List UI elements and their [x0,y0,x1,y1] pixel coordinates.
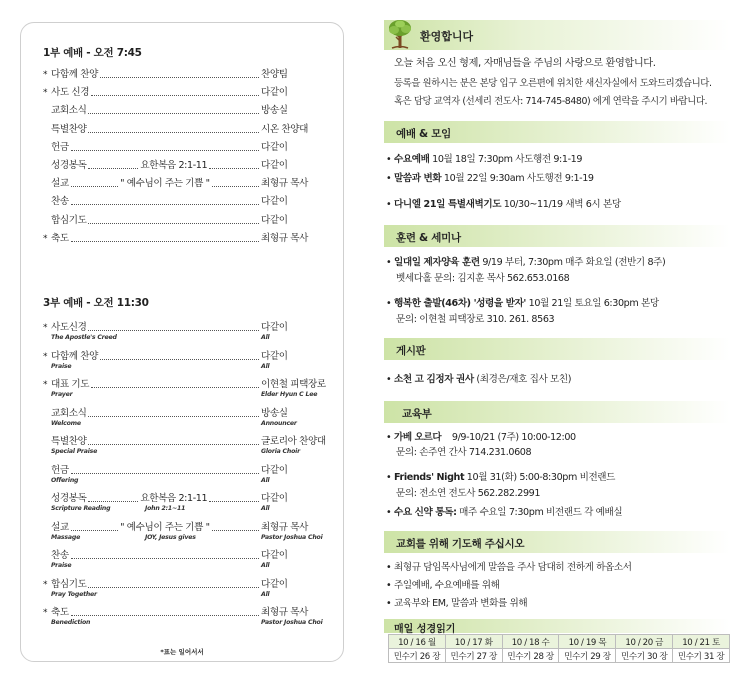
order-item-english: Scripture Reading [51,505,111,512]
training-section-header: 훈련 & 세미나 [384,225,730,247]
order-item-leader: 글로리아 찬양대 [261,436,326,447]
order-item-leader: 다같이 [261,87,288,99]
order-item-label: 다함께 찬양 [51,69,98,80]
order-item-leader: 최형규 목사 [261,607,308,618]
education-item-3: • 수요 신약 통독: 매주 수요일 7:30pm 비전랜드 각 예배실 [386,507,623,518]
order-item-detail: 요한복음 2:1-11 [140,493,208,504]
order-row [43,406,331,420]
order-item-leader-english: All [261,362,270,370]
reading-day: 10 / 17 화 [445,635,502,649]
order-item-leader-english: Pastor Joshua Choi [261,619,323,626]
order-row [43,231,331,245]
order-row-english [51,334,331,344]
order-item-detail: " 예수님이 주는 기쁨 " [120,178,210,190]
order-item-leader: 다같이 [261,160,288,171]
order-item-leader-english: All [261,505,270,512]
order-row-english [51,391,331,401]
leader-dots [88,132,259,133]
reading-day: 10 / 21 토 [673,635,730,649]
order-row [43,520,331,534]
order-item-label: 찬송 [51,550,69,561]
worship-order-panel [20,22,344,662]
order-row-english [51,505,331,515]
order-item-leader: 다같이 [261,464,288,476]
leader-dots [71,530,118,531]
leader-dots [209,501,259,502]
order-item-label: 특별찬양 [51,123,87,135]
order-item-leader: 다같이 [261,214,288,226]
order-item-leader-english: All [261,476,270,484]
worship-section-header: 예배 & 모임 [384,121,730,143]
order-item-label: 대표 기도 [51,379,90,390]
order-item-leader-english: Gloria Choir [261,448,300,455]
leader-dots [71,241,259,242]
order-item-leader-english: All [261,562,270,569]
order-row [43,103,331,117]
worship-item-3: • 다니엘 21일 특별새벽기도 10/30~11/19 새벽 6시 본당 [386,199,621,210]
reading-chapter: 민수기 30 장 [616,649,673,663]
order-item-label: 성경봉독 [51,160,87,171]
order-item-label: 합심기도 [51,578,87,590]
order-item-english: Benediction [51,619,91,626]
order-item-detail-english: JOY, Jesus gives [145,533,196,541]
leader-dots [88,444,259,445]
order-item-english: Special Praise [51,448,98,455]
order-row [43,67,331,81]
order-item-leader: 방송실 [261,105,288,117]
leader-dots [88,416,259,417]
training-item-1-contact: 벳세다홀 문의: 김지훈 목사 562.653.0168 [396,273,570,284]
standing-mark: * [43,233,48,244]
order-item-leader: 다같이 [261,350,288,362]
reading-chapter: 민수기 27 장 [445,649,502,663]
order-item-label: 축도 [51,232,69,244]
order-item-leader: 다같이 [261,196,288,208]
order-item-label: 축도 [51,607,69,618]
education-item-1: • 가베 오르다 9/9-10/21 (7주) 10:00-12:00 [386,432,576,443]
standing-mark: * [43,380,48,390]
order-row-english [51,420,331,430]
order-item-label: 헌금 [51,464,69,476]
order-item-leader: 다같이 [261,141,288,153]
order-item-label: 교회소식 [51,407,87,419]
order-item-english: Offering [51,476,79,484]
education-section-header: 교육부 [384,401,730,423]
leader-dots [209,168,259,169]
order-row [43,158,331,172]
prayer-item-3: • 교육부와 EM, 말씀과 변화를 위해 [386,598,528,609]
reading-day: 10 / 18 수 [502,635,559,649]
reading-chapter: 민수기 29 장 [559,649,616,663]
order-item-english: The Apostle's Creed [51,334,117,341]
training-item-1: • 일대일 제자양육 훈련 9/19 부터, 7:30pm 매주 화요일 (전반기 8주) [386,257,666,268]
leader-dots [71,615,259,616]
reading-chapter: 민수기 26 장 [389,649,446,663]
order-item-label: 설교 [51,521,69,533]
order-row-english [51,448,331,458]
order-item-leader-english: Announcer [261,419,297,427]
leader-dots [88,501,138,502]
leader-dots [71,150,259,151]
order-item-label: 합심기도 [51,214,87,226]
leader-dots [88,168,138,169]
order-row-english [51,534,331,544]
order-item-leader: 찬양팀 [261,69,288,80]
order-row [43,85,331,99]
order-item-leader: 시온 찬양대 [261,123,308,135]
welcome-title: 환영합니다 [420,30,474,43]
order-row [43,605,331,619]
board-item: • 소천 고 김정자 권사 (최경은/재호 집사 모친) [386,374,572,385]
leader-dots [91,387,259,388]
order-row [43,140,331,154]
order-row [43,349,331,363]
leader-dots [100,77,259,78]
order-item-detail-english: John 2:1~11 [145,505,186,512]
reading-day: 10 / 19 목 [559,635,616,649]
order-row [43,577,331,591]
worship-item-1: • 수요예배 10월 18일 7:30pm 사도행전 9:1-19 [386,154,583,165]
welcome-line-2: 등록을 원하시는 분은 본당 입구 오른편에 위치한 새신자실에서 도와드리겠습니다. [394,78,712,89]
prayer-item-1: • 최형규 담임목사님에게 말씀을 주사 담대히 전하게 하옵소서 [386,562,632,573]
prayer-item-2: • 주일예배, 수요예배를 위해 [386,580,500,591]
order-item-leader-english: Elder Hyun C Lee [261,391,318,398]
order-row [43,213,331,227]
order-item-english: Welcome [51,419,81,427]
welcome-line-3: 혹은 담당 교역자 (선세리 전도사: 714-745-8480) 에게 연락을 주시기 바랍니다. [394,96,708,107]
order-item-leader: 다같이 [261,550,288,561]
leader-dots [212,530,259,531]
prayer-section-header: 교회를 위해 기도해 주십시오 [384,531,730,553]
order-row [43,194,331,208]
order-item-english: Prayer [51,391,73,398]
order-item-leader: 다같이 [261,322,288,333]
leader-dots [212,186,259,187]
reading-chapter: 민수기 28 장 [502,649,559,663]
service3-title: 3부 예배 - 오전 11:30 [43,297,149,309]
education-item-2-contact: 문의: 전소연 전도사 562.282.2991 [396,488,541,499]
order-item-english: Massage [51,533,81,541]
order-item-leader: 최형규 목사 [261,521,309,533]
training-item-2-contact: 문의: 이현철 피택장로 310. 261. 8563 [396,314,555,325]
order-item-label: 사도 신경 [51,87,90,99]
leader-dots [88,330,259,331]
reading-table [388,634,730,663]
order-item-leader-english: All [261,334,270,341]
worship-item-2: • 말씀과 변화 10월 22일 9:30am 사도행전 9:1-19 [386,173,594,184]
order-item-english: Praise [51,362,72,370]
training-item-2: • 행복한 출발(46차) '성령을 받자' 10월 21일 토요일 6:30pm 본당 [386,298,659,309]
leader-dots [71,558,259,559]
order-item-leader-english: All [261,590,270,598]
order-item-english: Pray Together [51,590,97,598]
order-item-label: 사도신경 [51,322,87,333]
order-row-english [51,363,331,373]
order-row [43,122,331,136]
standing-mark: * [43,579,48,590]
order-item-english: Praise [51,562,72,569]
order-row [43,434,331,448]
order-item-leader: 이현철 피택장로 [261,379,326,390]
order-row-english [51,477,331,487]
standing-mark: * [43,88,48,99]
education-item-1-contact: 문의: 손주연 간사 714.231.0608 [396,447,532,458]
order-item-label: 헌금 [51,141,69,153]
reading-section-header: 매일 성경읽기 [384,619,730,633]
standing-mark: * [43,323,48,333]
order-item-leader: 최형규 목사 [261,178,309,190]
standing-mark: * [43,70,48,80]
order-item-leader: 최형규 목사 [261,232,308,244]
tree-icon [386,18,414,50]
leader-dots [88,587,259,588]
order-row [43,320,331,334]
leader-dots [91,95,259,96]
leader-dots [88,113,259,114]
order-row-english [51,562,331,572]
leader-dots [71,186,118,187]
order-item-label: 찬송 [51,196,69,208]
order-item-leader: 방송실 [261,407,288,419]
board-section-header: 게시판 [384,338,730,360]
order-item-label: 교회소식 [51,105,87,117]
reading-day: 10 / 16 월 [389,635,446,649]
order-item-detail: 요한복음 2:1-11 [140,160,208,171]
order-item-leader: 다같이 [261,493,288,504]
order-row [43,377,331,391]
order-row [43,463,331,477]
leader-dots [88,223,259,224]
order-row [43,491,331,505]
service1-title: 1부 예배 - 오전 7:45 [43,47,142,59]
standing-mark: * [43,608,48,618]
order-item-label: 성경봉독 [51,493,87,504]
order-item-detail: " 예수님이 주는 기쁨 " [120,521,210,533]
welcome-line-1: 오늘 처음 오신 형제, 자매님들을 주님의 사랑으로 환영합니다. [394,58,656,69]
leader-dots [71,473,259,474]
order-row-english [51,591,331,601]
order-row [43,176,331,190]
leader-dots [100,359,259,360]
order-item-leader-english: Pastor Joshua Choi [261,533,323,541]
order-item-label: 특별찬양 [51,436,87,447]
standing-footnote: *표는 일어서서 [160,648,204,656]
education-item-2: • Friends' Night 10월 31(화) 5:00-8:30pm 비전랜드 [386,472,616,483]
order-item-leader: 다같이 [261,578,288,590]
reading-day: 10 / 20 금 [616,635,673,649]
order-item-label: 설교 [51,178,69,190]
order-item-label: 다함께 찬양 [51,350,98,362]
reading-chapter: 민수기 31 장 [673,649,730,663]
standing-mark: * [43,351,48,362]
order-row [43,548,331,562]
leader-dots [71,204,259,205]
order-row-english [51,619,331,629]
